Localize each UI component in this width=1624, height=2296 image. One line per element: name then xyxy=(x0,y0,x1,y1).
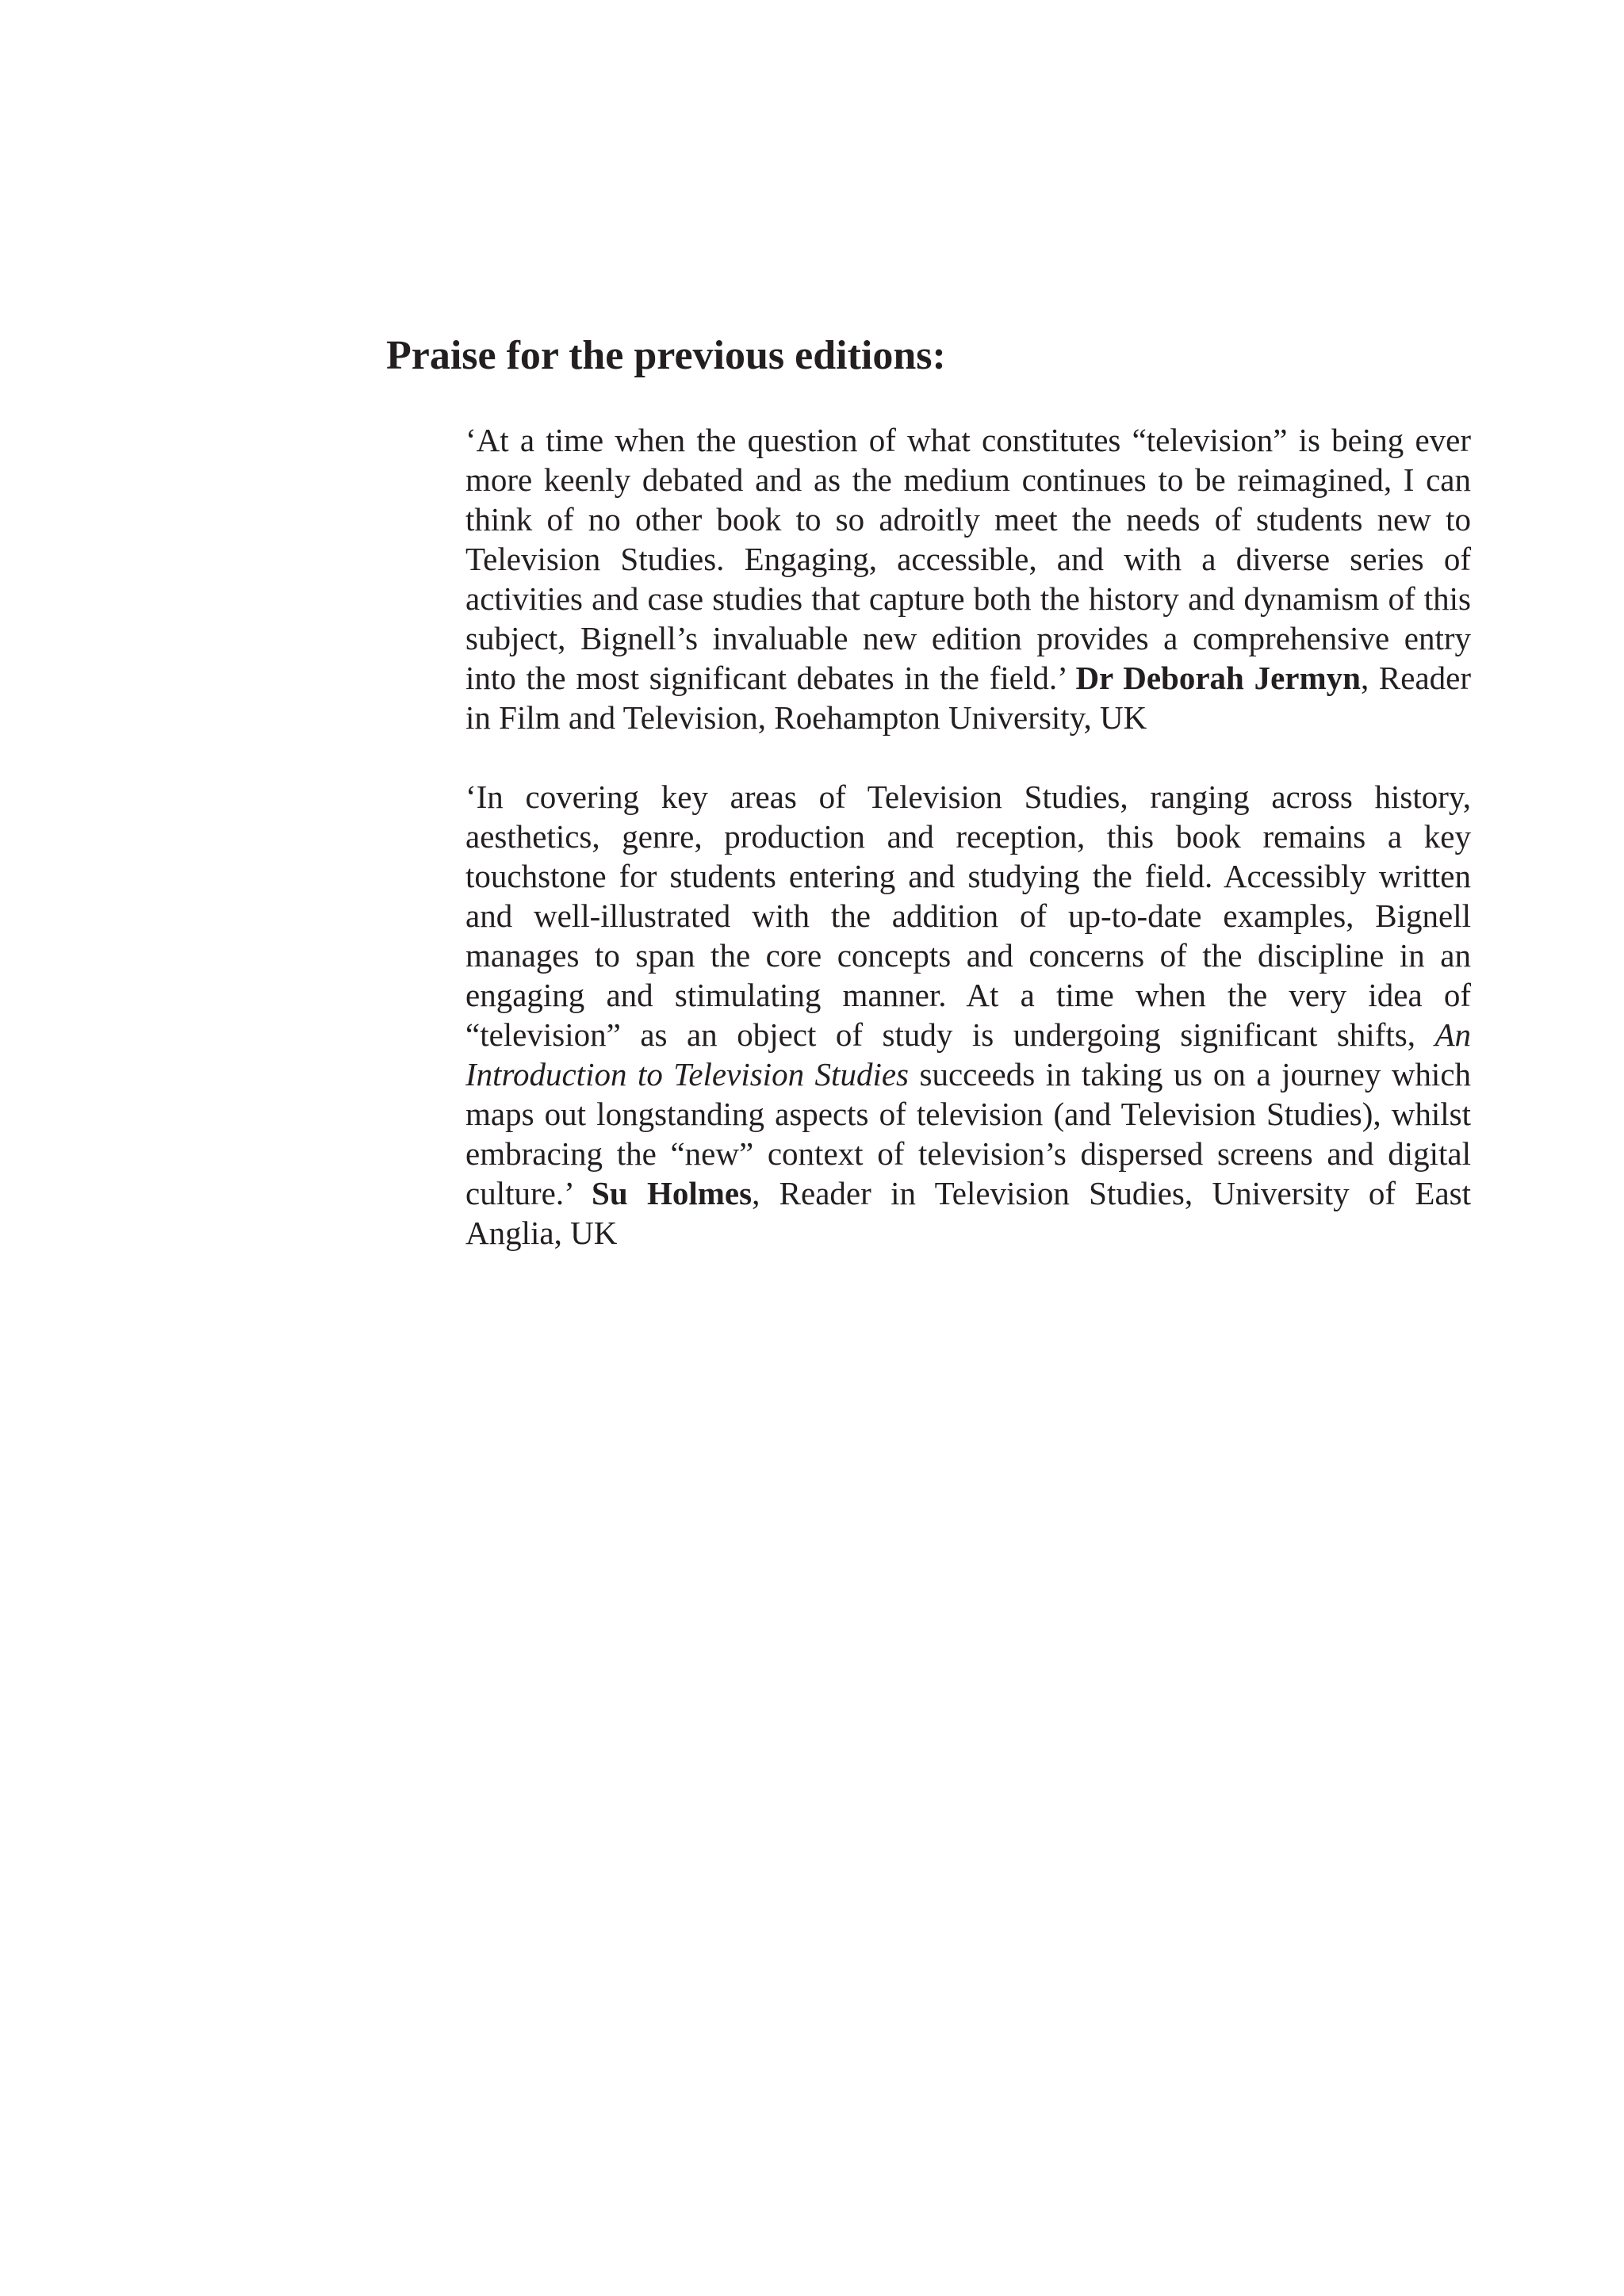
quote-text: ‘In covering key areas of Television Studies, ranging across history, aesthetics, genre, production and reception, this book remains a key touchstone for students entering and studying the field. Accessibly written and well-illustrated with the addition of up-to-date examples, Bignell manages to span the core concepts and concerns of the discipline in an engaging and stimulating manner. At a time when the very idea of “television” as an object of study is undergoing significant shifts, xyxy=(465,779,1471,1053)
quote-text: ‘At a time when the question of what constitutes “television” is being ever more keenly debated and as the medium continues to be reimagined, I can think of no other book to so adroitly meet the needs of students new to Television Studies. Engaging, accessible, and with a diverse series of activities and case studies that capture both the history and dynamism of this subject, Bignell’s invaluable new edition provides a comprehensive entry into the most significant debates in the field.’ xyxy=(465,422,1471,696)
quote-affiliation: , Reader in Film and Television, Roehampton University, UK xyxy=(465,660,1472,736)
quote-author: Dr Deborah Jermyn xyxy=(1075,660,1361,696)
quote-affiliation: , Reader in Television Studies, University of East Anglia, UK xyxy=(465,1175,1471,1251)
quote-text: succeeds in taking us on a journey which maps out longstanding aspects of television (and Television Studies), whilst embracing the “new” context of television’s dispersed screens and digital culture.’ xyxy=(465,1056,1472,1211)
praise-heading: Praise for the previous editions: xyxy=(386,333,946,378)
praise-quote xyxy=(465,420,1471,737)
book-title: An Introduction to Television Studies xyxy=(465,1016,1472,1093)
praise-quote xyxy=(465,777,1471,1253)
quote-author: Su Holmes xyxy=(592,1175,753,1211)
